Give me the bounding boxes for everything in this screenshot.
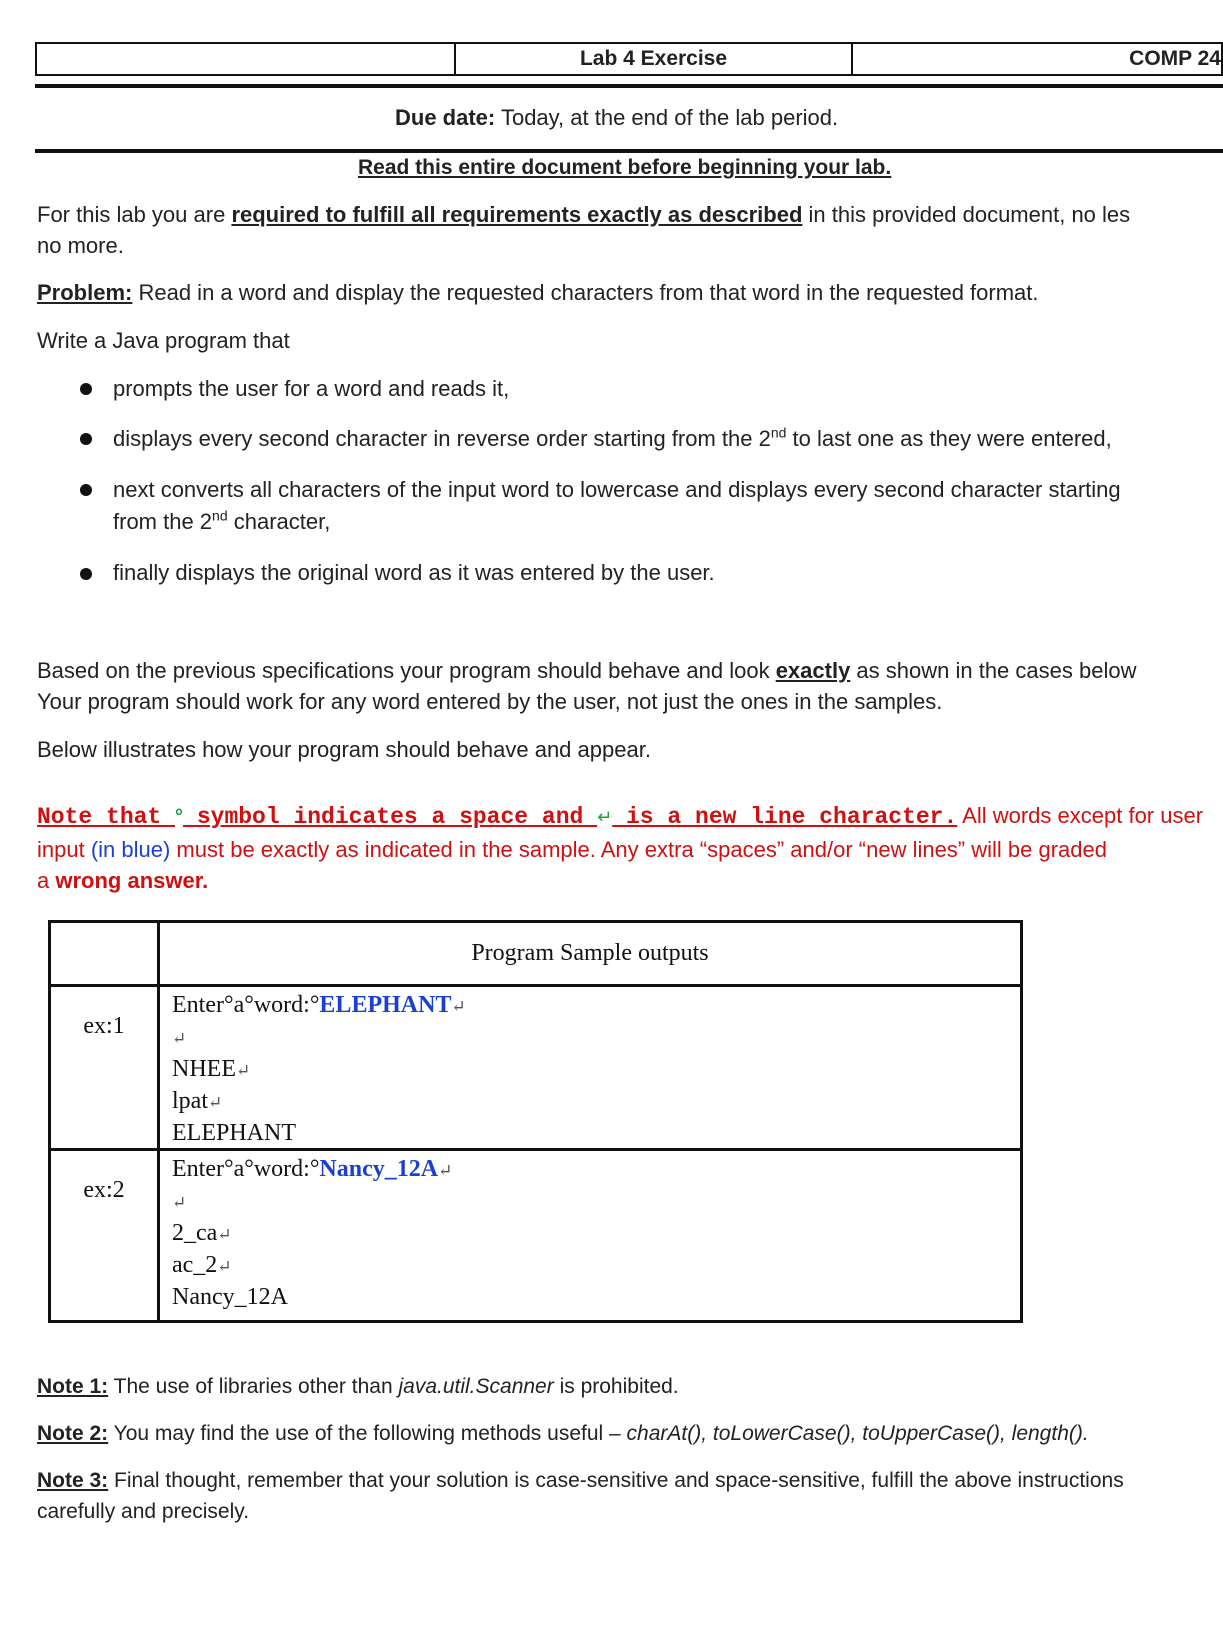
bullet-2-post: to last one as they were entered, — [786, 426, 1112, 451]
note-l3-pre: a — [37, 868, 56, 893]
bullet-3-pre: from the 2 — [113, 509, 213, 534]
bullet-2-pre: displays every second character in reverse order starting from the 2 — [113, 426, 771, 451]
ex2-input: Nancy_12A — [319, 1156, 439, 1182]
ex1-prompt: Enter°a°word:° — [172, 992, 320, 1018]
ex1-prompt-line — [172, 990, 1020, 1022]
based-pre: Based on the previous specifications your program should behave and look — [37, 658, 776, 683]
sample-table — [48, 920, 1023, 1323]
due-date-text: Today, at the end of the lab period. — [495, 105, 839, 130]
note-1-pre: The use of libraries other than — [108, 1375, 399, 1398]
note-1-em: java.util.Scanner — [398, 1375, 554, 1398]
bullet-1: prompts the user for a word and reads it, — [113, 376, 510, 401]
based-line-1 — [37, 655, 1136, 686]
note-p4: All words except for user — [957, 803, 1204, 828]
note-1-post: is prohibited. — [553, 1375, 679, 1398]
ex2-line-4: Nancy_12A — [172, 1284, 288, 1310]
bullet-2-sup: nd — [770, 424, 787, 441]
intro-line-2: no more. — [37, 233, 124, 258]
note-l2-post: must be exactly as indicated in the sample. Any extra “spaces” and/or “new lines” will be graded — [170, 837, 1107, 862]
note-l2-blue: (in blue) — [90, 837, 171, 862]
header-table — [35, 42, 1223, 76]
bullet-dot — [80, 383, 92, 395]
bullet-4: finally displays the original word as it was entered by the user. — [113, 560, 715, 585]
ex2-label: ex:2 — [50, 1150, 159, 1322]
bullet-3-sup: nd — [212, 507, 228, 524]
note-3-line-2: carefully and precisely. — [37, 1500, 250, 1523]
note-p3: is a new line character. — [612, 804, 958, 830]
ex2-prompt: Enter°a°word:° — [172, 1156, 320, 1182]
ex2-output — [159, 1150, 1022, 1322]
ex1-line-2-text: NHEE — [172, 1056, 236, 1082]
ex2-line-3 — [172, 1250, 1020, 1282]
newline-icon: ↵ — [235, 1061, 251, 1080]
ex1-line-4: ELEPHANT — [172, 1120, 296, 1146]
note-p1: Note that — [37, 804, 176, 830]
bullet-3-line-2 — [113, 506, 330, 537]
sample-header: Program Sample outputs — [159, 922, 1022, 986]
intro-post: in this provided document, no les — [802, 202, 1131, 227]
note-1 — [37, 1371, 679, 1402]
note-2-em: charAt(), toLowerCase(), toUpperCase(), length(). — [626, 1422, 1089, 1445]
ex1-line-3-text: lpat — [172, 1088, 208, 1114]
based-emphasis: exactly — [775, 658, 851, 683]
space-symbol: ° — [175, 806, 184, 828]
read-notice: Read this entire document before beginning your lab. — [358, 156, 892, 179]
intro-line-1 — [37, 199, 1130, 230]
intro-pre: For this lab you are — [37, 202, 232, 227]
bullet-dot — [80, 568, 92, 580]
note-2-label: Note 2: — [37, 1422, 109, 1445]
newline-icon: ↵ — [217, 1257, 232, 1276]
newline-icon: ↵ — [172, 1193, 187, 1212]
note-line-3 — [37, 865, 208, 896]
ex2-prompt-line — [172, 1154, 1020, 1186]
note-1-label: Note 1: — [37, 1375, 109, 1398]
bullet-3-post: character, — [227, 509, 331, 534]
note-3 — [37, 1465, 1124, 1496]
ex1-label: ex:1 — [50, 986, 159, 1150]
problem-text: Read in a word and display the requested characters from that word in the requested format. — [132, 280, 1039, 305]
ex2-line-2 — [172, 1218, 1020, 1250]
header-empty-cell — [36, 43, 455, 75]
problem-label: Problem: — [37, 280, 133, 305]
bullet-2 — [113, 423, 1112, 454]
newline-icon: ↵ — [438, 1161, 453, 1180]
intro-emphasis: required to fulfill all requirements exactly as described — [231, 202, 803, 227]
ex1-output — [159, 986, 1022, 1150]
due-date-label: Due date: — [395, 105, 496, 130]
problem-line — [37, 277, 1039, 308]
top-rule — [35, 84, 1223, 88]
note-l3-bold: wrong answer. — [55, 868, 209, 893]
based-post: as shown in the cases below — [850, 658, 1137, 683]
note-3-label: Note 3: — [37, 1469, 109, 1492]
note-line-2 — [37, 834, 1107, 865]
note-p2: symbol indicates a space and — [183, 804, 598, 830]
ex1-line-2 — [172, 1054, 1020, 1086]
newline-icon: ↵ — [208, 1093, 223, 1112]
note-2 — [37, 1418, 1089, 1449]
due-date-line — [395, 102, 838, 133]
ex1-input: ELEPHANT — [319, 992, 452, 1018]
ex2-blank-line — [172, 1186, 1020, 1218]
newline-symbol-icon: ↵ — [597, 807, 613, 827]
header-title: Lab 4 Exercise — [455, 43, 852, 75]
bullet-3-line-1: next converts all characters of the input word to lowercase and displays every second character starting — [113, 477, 1121, 502]
newline-icon: ↵ — [172, 1029, 187, 1048]
note-l2-pre: input — [37, 837, 91, 862]
bullet-dot — [80, 484, 92, 496]
newline-icon: ↵ — [451, 997, 466, 1016]
note-line-1 — [37, 800, 1203, 833]
newline-icon: ↵ — [217, 1225, 232, 1244]
note-3-text: Final thought, remember that your solution is case-sensitive and space-sensitive, fulfill the above instructions — [108, 1469, 1124, 1492]
below-line: Below illustrates how your program should behave and appear. — [37, 737, 651, 762]
write-prompt: Write a Java program that — [37, 328, 290, 353]
ex2-line-3-text: ac_2 — [172, 1252, 218, 1278]
bullet-dot — [80, 433, 92, 445]
sample-header-empty — [50, 922, 159, 986]
header-course: COMP 24 — [852, 43, 1222, 75]
based-line-2: Your program should work for any word entered by the user, not just the ones in the samples. — [37, 689, 943, 714]
ex1-blank-line — [172, 1022, 1020, 1054]
ex2-line-2-text: 2_ca — [172, 1220, 218, 1246]
note-2-pre: You may find the use of the following methods useful – — [108, 1422, 627, 1445]
ex1-line-3 — [172, 1086, 1020, 1118]
